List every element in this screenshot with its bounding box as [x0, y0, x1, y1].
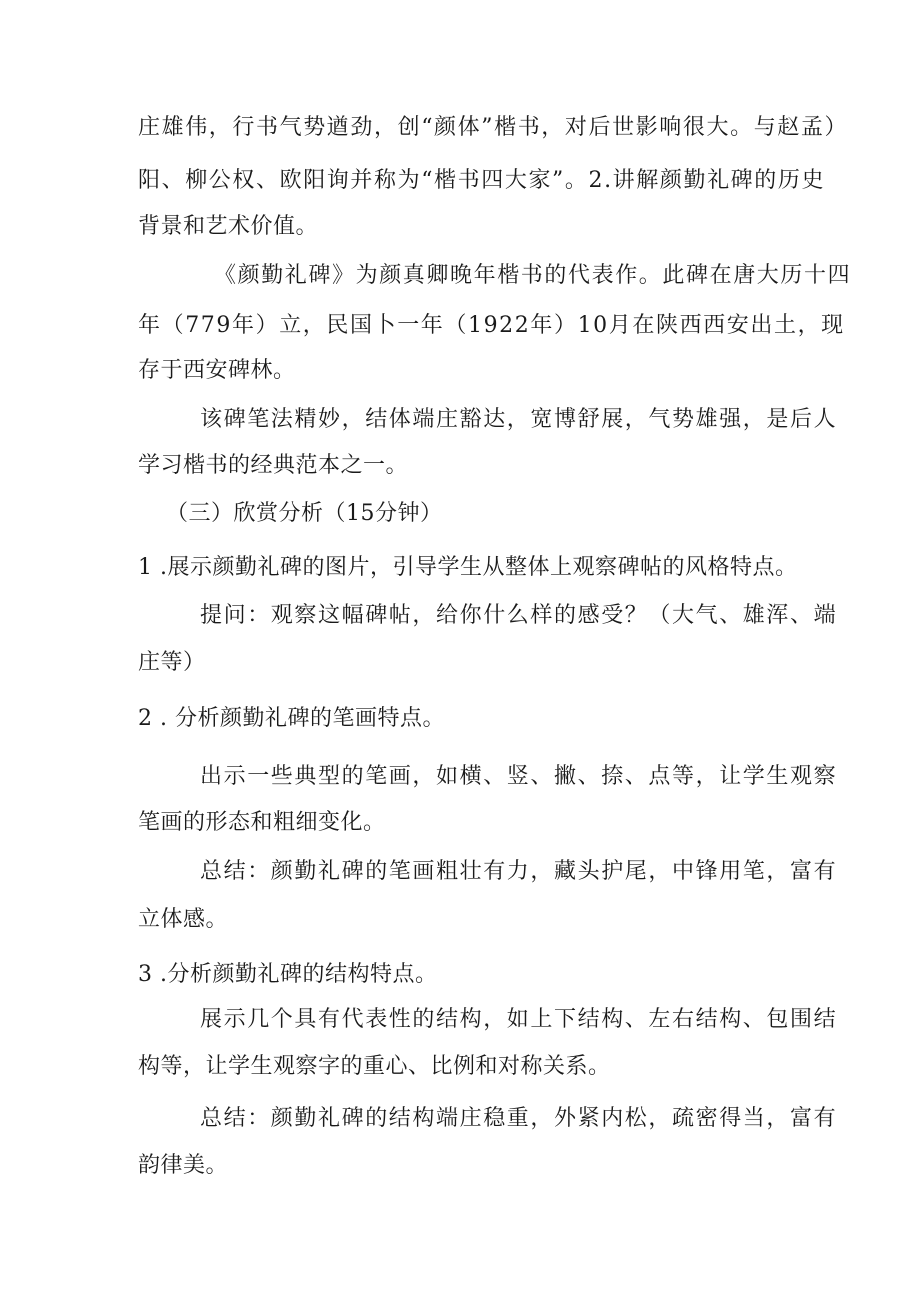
text-line-19: 展示几个具有代表性的结构，如上下结构、左右结构、包围结 — [200, 1007, 838, 1032]
text-line-14: 出示一些典型的笔画，如横、竖、撇、捺、点等，让学生观察 — [200, 764, 838, 789]
text-line-3: 背景和艺术价值。 — [138, 214, 319, 239]
text-line-8: 学习楷书的经典范本之一。 — [138, 453, 409, 478]
text-line-12: 庄等） — [138, 650, 206, 675]
text-line-17: 立体感。 — [138, 907, 229, 932]
text-line-1: 庄雄伟，行书气势遒劲，创“颜体”楷书，对后世影响很大。与赵孟） — [138, 115, 849, 140]
list-item-2: 2 . 分析颜勤礼碑的笔画特点。 — [138, 706, 445, 731]
text-line-4: 《颜勤礼碑》为颜真卿晚年楷书的代表作。此碑在唐大历十四 — [214, 263, 852, 288]
section-heading: （三）欣赏分析（15分钟） — [166, 501, 443, 526]
text-line-2: 阳、柳公权、欧阳询并称为“楷书四大家”。2.讲解颜勤礼碑的历史 — [138, 168, 826, 193]
text-line-6: 存于西安碑林。 — [138, 358, 296, 383]
text-line-21: 总结：颜勤礼碑的结构端庄稳重，外紧内松，疏密得当，富有 — [200, 1106, 838, 1131]
text-line-16: 总结：颜勤礼碑的笔画粗壮有力，藏头护尾，中锋用笔，富有 — [200, 859, 838, 884]
text-line-20: 构等，让学生观察字的重心、比例和对称关系。 — [138, 1054, 611, 1079]
text-line-15: 笔画的形态和粗细变化。 — [138, 810, 386, 835]
list-item-3: 3 .分析颜勤礼碑的结构特点。 — [138, 962, 438, 987]
text-line-22: 韵律美。 — [138, 1153, 229, 1178]
text-line-7: 该碑笔法精妙，结体端庄豁达，宽博舒展，气势雄强，是后人 — [200, 407, 838, 432]
list-item-1: 1 .展示颜勤礼碑的图片，引导学生从整体上观察碑帖的风格特点。 — [138, 555, 798, 580]
text-line-5: 年（779年）立，民国卜一年（1922年）10月在陕西西安出土，现 — [138, 313, 845, 338]
text-line-11: 提问：观察这幅碑帖，给你什么样的感受？（大气、雄浑、端 — [200, 603, 838, 628]
